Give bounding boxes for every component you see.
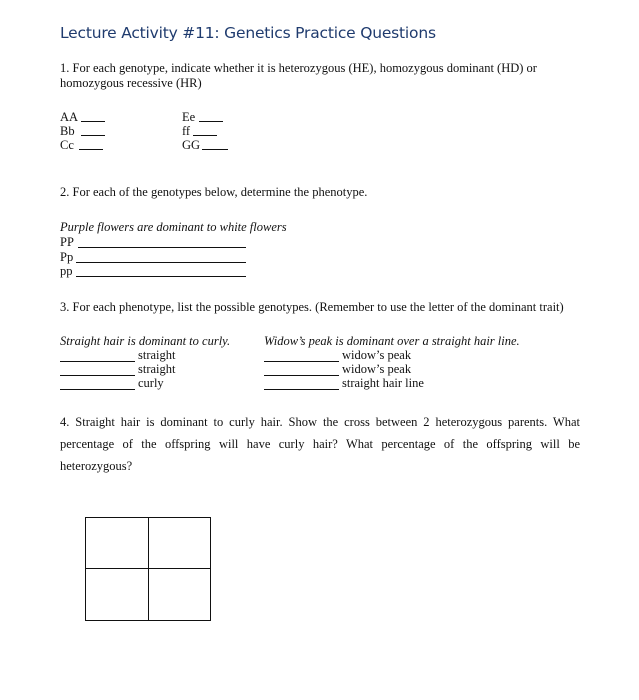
answer-line[interactable] <box>76 276 246 277</box>
q3-phenotype: straight <box>138 362 176 376</box>
answer-line[interactable] <box>78 247 246 248</box>
answer-blank[interactable] <box>79 149 103 150</box>
q3-right-note: Widow’s peak is dominant over a straight hair line. <box>264 334 520 348</box>
answer-line[interactable] <box>264 361 339 362</box>
q3-phenotype: widow’s peak <box>342 348 412 362</box>
genotype-label: Cc <box>60 138 74 152</box>
q1-item <box>60 110 78 125</box>
answer-line[interactable] <box>60 361 135 362</box>
answer-blank[interactable] <box>199 121 223 122</box>
q2-genotype: PP <box>60 235 74 249</box>
q2-genotype: pp <box>60 264 73 278</box>
q3-phenotype: straight <box>138 348 176 362</box>
genotype-label: GG <box>182 138 201 152</box>
q2-note: Purple flowers are dominant to white flowers <box>60 220 287 234</box>
question-3-text: 3. For each phenotype, list the possible genotypes. (Remember to use the letter of the dominant trait) <box>60 300 564 314</box>
question-1-text: 1. For each genotype, indicate whether it is heterozygous (HE), homozygous dominant (HD) or homozygous recessive (HR) <box>60 61 537 90</box>
q1-item <box>60 138 74 153</box>
page-title: Lecture Activity #11: Genetics Practice Questions <box>60 24 436 42</box>
answer-line[interactable] <box>76 262 246 263</box>
answer-line[interactable] <box>60 375 135 376</box>
genotype-label: Ee <box>182 110 196 124</box>
answer-blank[interactable] <box>202 149 228 150</box>
q1-item <box>182 124 190 139</box>
punnett-divider-vertical <box>148 518 149 620</box>
answer-line[interactable] <box>264 389 339 390</box>
q2-genotype: Pp <box>60 250 74 264</box>
answer-blank[interactable] <box>81 121 105 122</box>
q1-item <box>60 124 75 139</box>
answer-blank[interactable] <box>193 135 217 136</box>
q3-phenotype: straight hair line <box>342 376 424 390</box>
q3-phenotype: curly <box>138 376 164 390</box>
answer-blank[interactable] <box>81 135 105 136</box>
genotype-label: AA <box>60 110 79 124</box>
genotype-label: ff <box>182 124 191 138</box>
q3-phenotype: widow’s peak <box>342 362 412 376</box>
question-2-text: 2. For each of the genotypes below, determine the phenotype. <box>60 185 368 199</box>
q1-item <box>182 138 200 153</box>
answer-line[interactable] <box>60 389 135 390</box>
answer-line[interactable] <box>264 375 339 376</box>
genotype-label: Bb <box>60 124 75 138</box>
punnett-square[interactable] <box>85 517 211 621</box>
punnett-divider-horizontal <box>86 568 210 569</box>
question-4-text: 4. Straight hair is dominant to curly hair. Show the cross between 2 heterozygous parents. What percentage of the offspring will have curly hair? What percentage of the offspring will be heterozygous? <box>60 415 580 473</box>
q1-item <box>182 110 195 125</box>
q3-left-note: Straight hair is dominant to curly. <box>60 334 231 348</box>
